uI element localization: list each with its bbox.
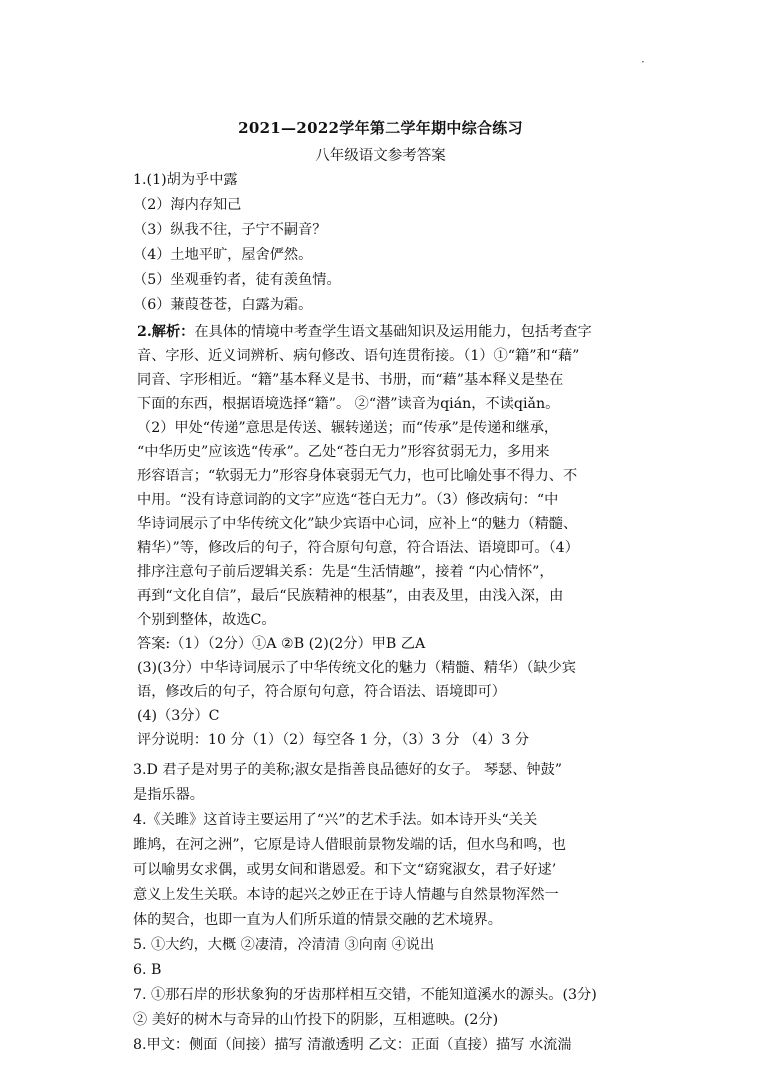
questions-3-to-8-block	[133, 758, 633, 1058]
answer-line: 雎鸠，在河之洲”，它原是诗人借眼前景物发端的话，但水鸟和鸣，也	[133, 837, 566, 853]
question-2-block	[133, 320, 633, 752]
q2-scoring-line: 评分说明：10 分（1）（2）每空各 1 分，（3）3 分 （4）3 分	[137, 732, 530, 748]
q2-line: 下面的东西，根据语境选择“籍”。 ②“潜”读音为qián，不读qiǎn。	[137, 396, 560, 412]
q2-line: 音、字形、近义词辨析、病句修改、语句连贯衔接。（1）①“籍”和“藉”	[137, 348, 580, 364]
answer-line: 体的契合，也即一直为人们所乐道的情景交融的艺术境界。	[133, 912, 502, 928]
q1-line: 1.(1)胡为乎中露	[133, 172, 238, 188]
q2-line: 形容语言；“软弱无力”形容身体衰弱无气力，也可比喻处事不得力、不	[137, 468, 578, 484]
q2-line: 精华）”等，修改后的句子，符合原句句意，符合语法、语境即可。（4）	[137, 540, 579, 556]
q2-line: （2）甲处“传递”意思是传送、辗转递送；而“传承”是传递和继承，	[137, 420, 559, 436]
q2-line: 再到“文化自信”，最后“民族精神的根基”，由表及里，由浅入深，由	[137, 588, 564, 604]
q2-line: 华诗词展示了中华传统文化”缺少宾语中心词，应补上“的魅力（精髓、	[137, 516, 578, 532]
answer-content	[133, 168, 633, 1058]
answer-line: 7. ①那石岸的形状象狗的牙齿那样相互交错，不能知道溪水的源头。(3分)	[133, 987, 597, 1003]
q1-line: （3）纵我不往，子宁不嗣音？	[133, 222, 327, 238]
q1-line: （6）蒹葭苍苍，白露为霜。	[133, 297, 313, 313]
q2-line: 中用。“没有诗意词韵的文字”应选“苍白无力”。（3）修改病句：“中	[137, 492, 559, 508]
document-subtitle: 八年级语文参考答案	[315, 148, 446, 164]
answer-line: 6. B	[133, 962, 162, 978]
q2-answer-line: (4)（3分）C	[137, 708, 220, 724]
answer-line: 意义上发生关联。本诗的起兴之妙正在于诗人情趣与自然景物浑然一	[133, 887, 559, 903]
q2-label: 2.解析：	[137, 324, 195, 340]
answer-line: 5. ①大约，大概 ②凄清，冷清清 ③向南 ④说出	[133, 937, 435, 953]
q1-line: （2）海内存知己	[133, 197, 242, 213]
answer-line: 可以喻男女求偶，或男女间和谐恩爱。和下文“窈窕淑女，君子好逑’	[133, 862, 557, 878]
q1-line: （5）坐观垂钓者，徒有羡鱼情。	[133, 272, 341, 288]
q2-line: 同音、字形相近。“籍”基本释义是书、书册，而“藉”基本释义是垫在	[137, 372, 564, 388]
q1-line: （4）土地平旷，屋舍俨然。	[133, 247, 313, 263]
document-title: 2021—2022学年第二学年期中综合练习	[238, 119, 523, 137]
answer-line: ② 美好的树木与奇异的山竹投下的阴影，互相遮映。(2分)	[133, 1012, 499, 1028]
q2-answer-line: 答案:（1）（2分）①A ②B (2)(2分）甲B 乙A	[137, 636, 426, 652]
q2-line: “中华历史”应该选“传承”。乙处“苍白无力”形容贫弱无力，多用来	[137, 444, 550, 460]
q2-answer-line: 语，修改后的句子，符合原句句意，符合语法、语境即可）	[137, 684, 506, 700]
q2-line: 排序注意句子前后逻辑关系：先是“生活情趣”，接着 “内心情怀”，	[137, 564, 554, 580]
answer-line: 8.甲文：侧面（间接）描写 清澈透明 乙文：正面（直接）描写 水流湍	[133, 1037, 572, 1053]
q2-answer-line: (3)(3分）中华诗词展示了中华传统文化的魅力（精髓、精华）（缺少宾	[137, 660, 576, 676]
answer-line: 是指乐器。	[133, 787, 204, 803]
q2-line	[133, 320, 633, 344]
q2-text: 在具体的情境中考查学生语文基础知识及运用能力，包括考查字	[194, 324, 592, 340]
answer-line: 4.《关雎》这首诗主要运用了“兴”的艺术手法。如本诗开头“关关	[133, 812, 538, 828]
question-1-block	[133, 168, 633, 318]
corner-dot: ·	[641, 55, 645, 69]
q2-line: 个别到整体，故选C。	[137, 612, 276, 628]
answer-line: 3.D 君子是对男子的美称;淑女是指善良品德好的女子。 琴瑟、钟鼓”	[133, 762, 563, 778]
